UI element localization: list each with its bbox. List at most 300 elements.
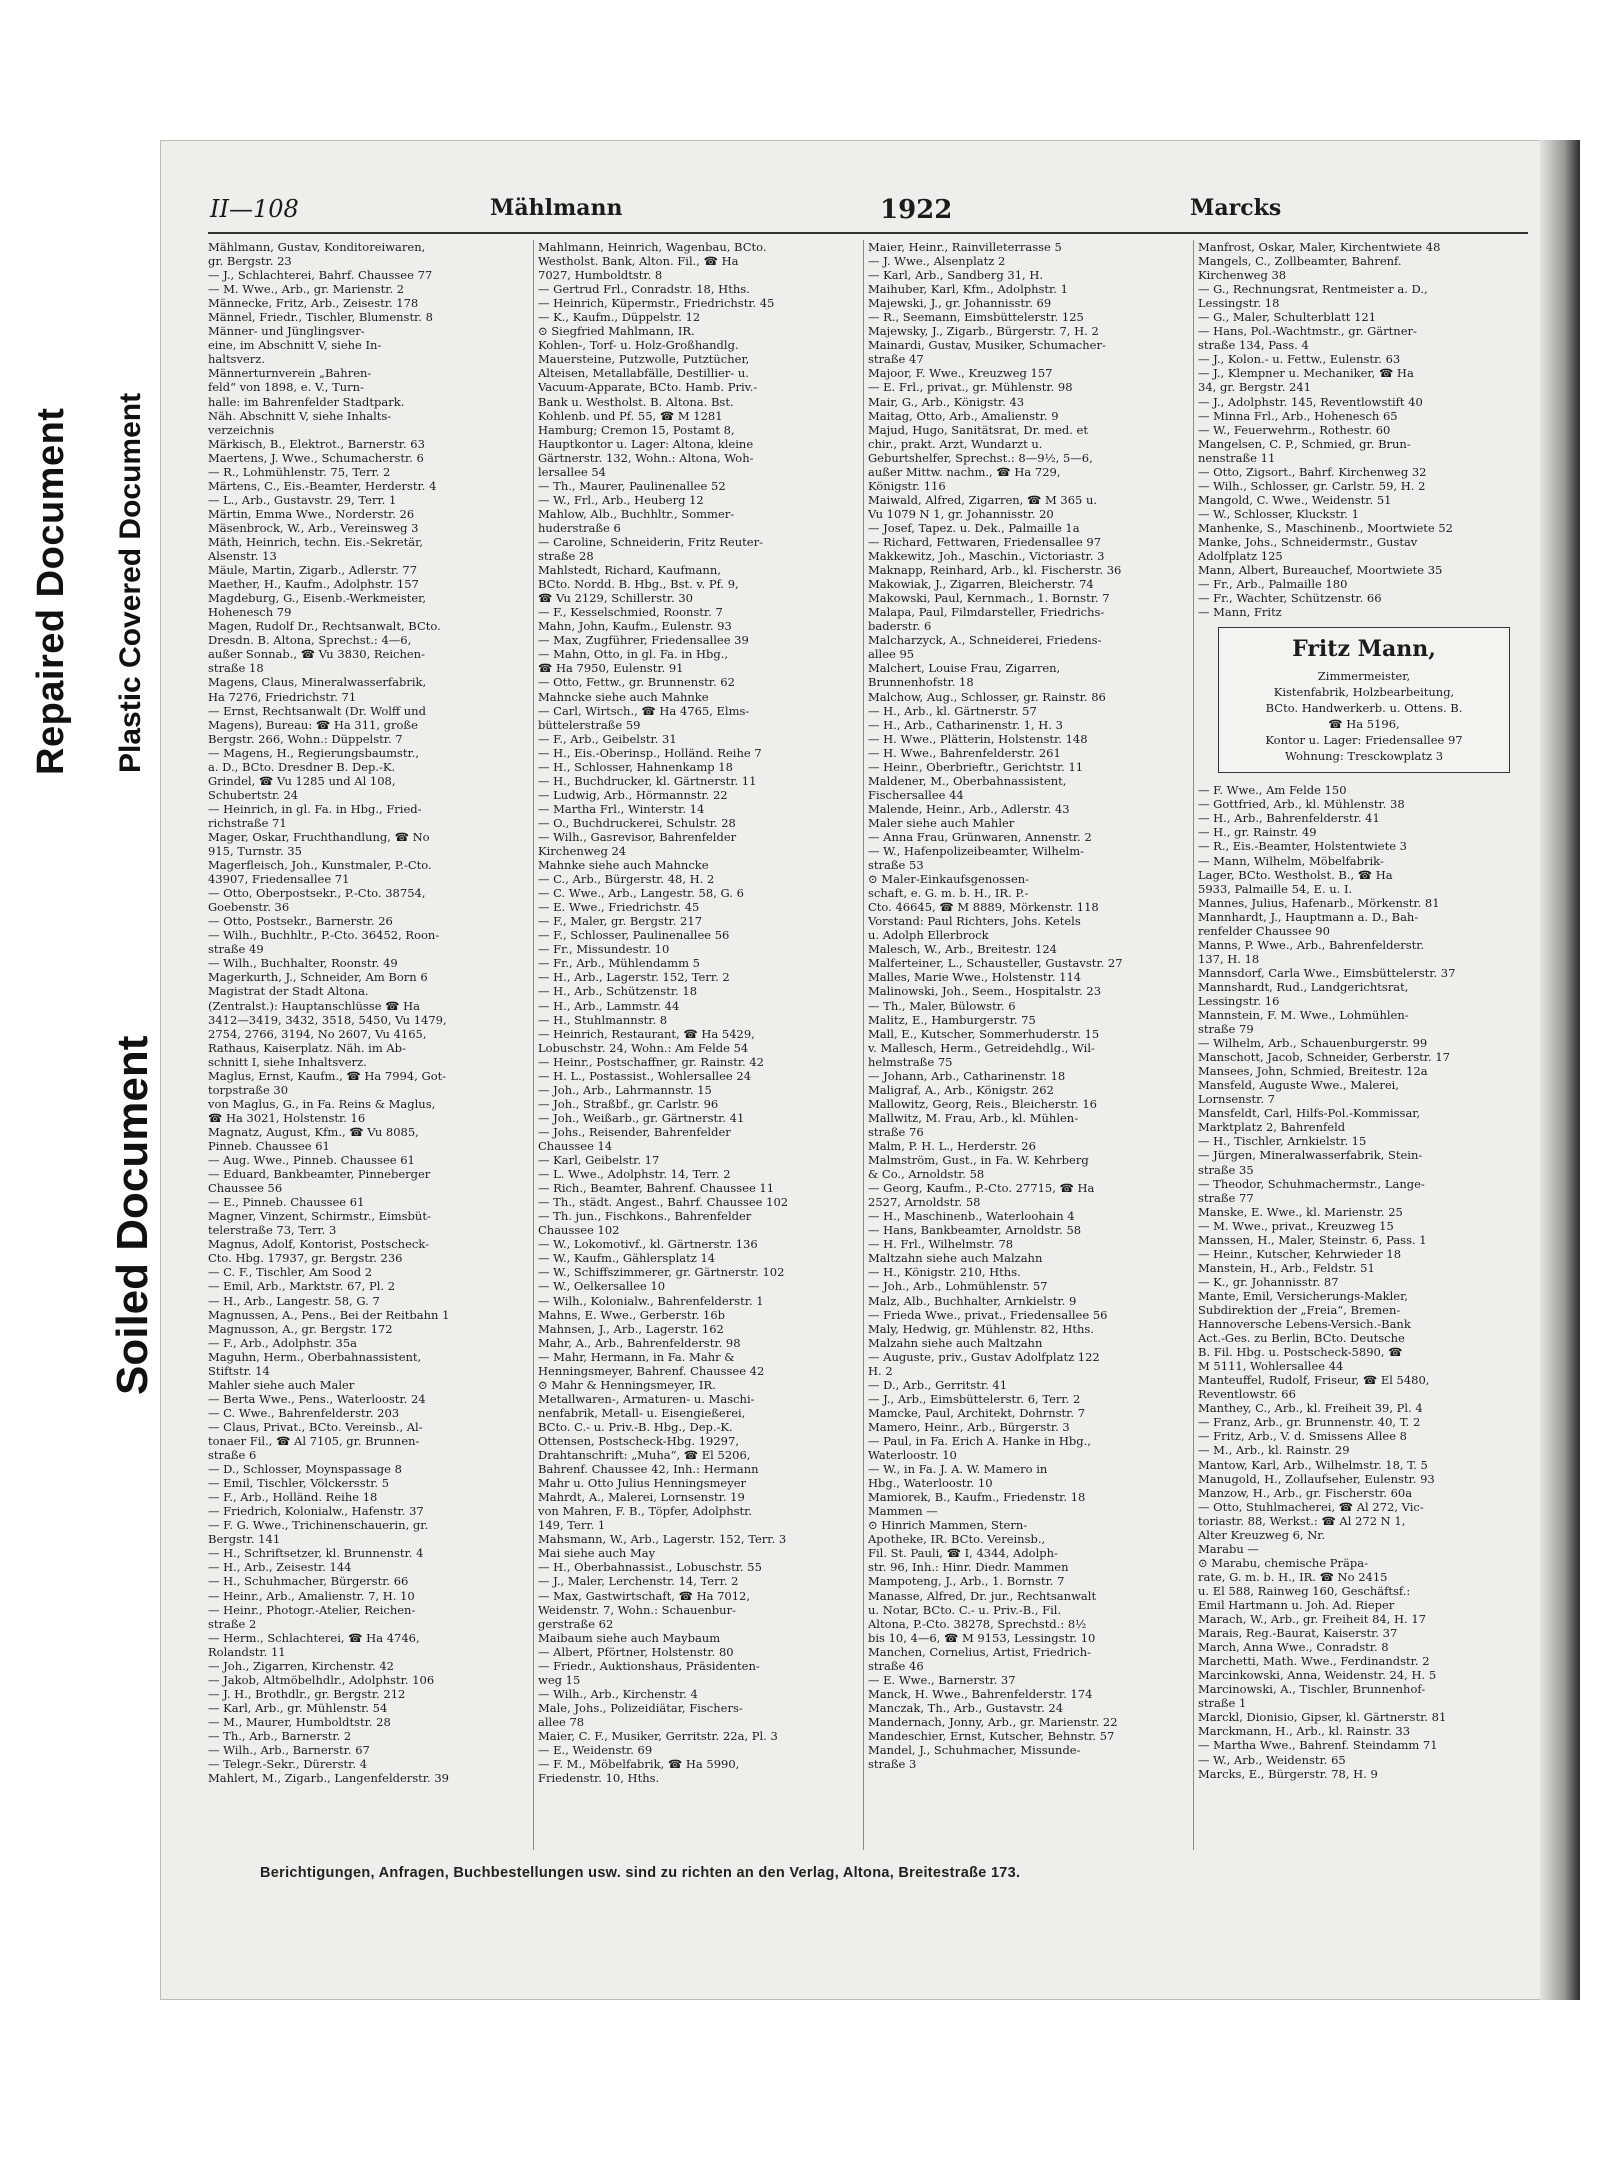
tab-soiled-document: Soiled Document	[108, 1035, 157, 1395]
directory-entry-line: Malm, P. H. L., Herderstr. 26	[868, 1139, 1036, 1153]
directory-entry-line: Mansfeld, Auguste Wwe., Malerei,	[1198, 1078, 1400, 1093]
directory-entry-line: (Zentralst.): Hauptanschlüsse ☎ Ha	[208, 998, 421, 1013]
directory-entry-line: halle: im Bahrenfelder Stadtpark.	[208, 394, 405, 409]
directory-entry-line: Mannshardt, Rud., Landgerichtsrat,	[1198, 979, 1409, 994]
directory-entry-line: Reventlowstr. 66	[1198, 1387, 1296, 1402]
directory-entry-line: Malz, Alb., Buchhalter, Arnkielstr. 9	[868, 1293, 1077, 1308]
directory-entry-line: Lager, BCto. Westholst. B., ☎ Ha	[1198, 867, 1393, 882]
directory-entry-line: torpstraße 30	[208, 1082, 289, 1097]
directory-entry-line: B. Fil. Hbg. u. Postscheck-5890, ☎	[1198, 1345, 1403, 1360]
directory-entry-line: Magistrat der Stadt Altona.	[208, 984, 369, 999]
directory-entry-line: — W., Schiffszimmerer, gr. Gärtnerstr. 102	[538, 1265, 785, 1280]
ad-line: BCto. Handwerkerb. u. Ottens. B.	[1265, 701, 1463, 716]
header-last-name: Marcks	[1190, 195, 1282, 221]
directory-entry-line: — Max, Gastwirtschaft, ☎ Ha 7012,	[538, 1588, 751, 1603]
directory-entry-line: — Otto, Oberpostsekr., P.-Cto. 38754,	[208, 886, 426, 901]
directory-entry-line: Chaussee 14	[538, 1139, 613, 1153]
directory-entry-line: ⊙ Siegfried Mahlmann, IR.	[538, 324, 695, 339]
directory-entry-line: schnitt I, siehe Inhaltsverz.	[208, 1054, 367, 1069]
directory-entry-line: — Berta Wwe., Pens., Waterloostr. 24	[208, 1391, 426, 1406]
directory-entry-line: Hauptkontor u. Lager: Altona, kleine	[538, 436, 754, 451]
directory-entry-line: Marchetti, Math. Wwe., Ferdinandstr. 2	[1198, 1654, 1430, 1669]
directory-entry-line: Mahnsen, J., Arb., Lagerstr. 162	[538, 1321, 724, 1336]
directory-entry-line: — Heinr., Photogr.-Atelier, Reichen-	[208, 1602, 416, 1617]
directory-entry-line: Mann, Albert, Bureauchef, Moortwiete 35	[1198, 563, 1443, 578]
directory-entry-line: — Albert, Pförtner, Holstenstr. 80	[538, 1644, 734, 1659]
directory-entry-line: straße 76	[868, 1124, 924, 1139]
directory-entry-line: — H., gr. Rainstr. 49	[1198, 825, 1317, 840]
directory-entry-line: — H., Tischler, Arnkielstr. 15	[1198, 1134, 1367, 1149]
directory-entry-line: — E., Pinneb. Chaussee 61	[208, 1195, 365, 1210]
ad-line: Kontor u. Lager: Friedensallee 97	[1265, 733, 1463, 748]
directory-entry-line: Lessingstr. 18	[1198, 296, 1280, 311]
directory-entry-line: — Theodor, Schuhmachermstr., Lange-	[1198, 1176, 1425, 1191]
directory-entry-line: Ottensen, Postscheck-Hbg. 19297,	[538, 1433, 739, 1448]
directory-entry-line: straße 46	[868, 1658, 924, 1673]
directory-entry-line: Manke, Johs., Schneidermstr., Gustav	[1198, 534, 1418, 549]
directory-entry-line: Friedenstr. 10, Hths.	[538, 1771, 660, 1786]
directory-entry-line: Manasse, Alfred, Dr. jur., Rechtsanwalt	[868, 1588, 1097, 1603]
directory-entry-line: Henningsmeyer, Bahrenf. Chaussee 42	[538, 1363, 765, 1378]
directory-entry-line: Mahn, John, Kaufm., Eulenstr. 93	[538, 619, 732, 634]
directory-entry-line: nenfabrik, Metall- u. Eisengießerei,	[538, 1405, 746, 1420]
directory-entry-line: Chaussee 102	[538, 1223, 620, 1238]
directory-entry-line: Manczak, Th., Arb., Gustavstr. 24	[868, 1700, 1064, 1715]
directory-entry-line: — F. G. Wwe., Trichinenschauerin, gr.	[208, 1518, 429, 1533]
directory-column-3	[868, 240, 1186, 1850]
directory-entry-line: Magner, Vinzent, Schirmstr., Eimsbüt-	[208, 1209, 431, 1224]
directory-entry-line: — M. Wwe., privat., Kreuzweg 15	[1198, 1218, 1394, 1233]
directory-entry-line: — F., Arb., Holländ. Reihe 18	[208, 1490, 378, 1505]
directory-entry-line: — Fr., Arb., Palmaille 180	[1198, 577, 1348, 592]
directory-entry-line: Marcinowski, A., Tischler, Brunnenhof-	[1198, 1682, 1426, 1697]
directory-entry-line: Näh. Abschnitt V, siehe Inhalts-	[208, 408, 392, 423]
directory-entry-line: ☎ Ha 3021, Holstenstr. 16	[208, 1110, 366, 1125]
directory-entry-line: — R., Lohmühlenstr. 75, Terr. 2	[208, 464, 391, 479]
directory-entry-line: — Wilh., Buchhalter, Roonstr. 49	[208, 956, 398, 971]
directory-entry-line: Mair, G., Arb., Königstr. 43	[868, 394, 1025, 409]
directory-entry-line: — Heinr., Kutscher, Kehrwieder 18	[1198, 1246, 1402, 1261]
directory-entry-line: — Hans, Pol.-Wachtmstr., gr. Gärtner-	[1198, 324, 1417, 339]
directory-entry-line: — H., Arb., Schützenstr. 18	[538, 984, 698, 999]
ad-line: Zimmermeister,	[1317, 669, 1411, 684]
directory-entry-line: Mählmann, Gustav, Konditoreiwaren,	[208, 240, 426, 254]
directory-entry-line: Malles, Marie Wwe., Holstenstr. 114	[868, 970, 1082, 985]
directory-entry-line: — W., Oelkersallee 10	[538, 1279, 666, 1294]
directory-entry-line: Majoor, F. Wwe., Kreuzweg 157	[868, 366, 1053, 381]
directory-entry-line: Mannes, Julius, Hafenarb., Mörkenstr. 81	[1198, 895, 1440, 910]
directory-entry-line: Mannhardt, J., Hauptmann a. D., Bah-	[1198, 909, 1419, 924]
directory-entry-line: — Gottfried, Arb., kl. Mühlenstr. 38	[1198, 797, 1405, 812]
directory-entry-line: Geburtshelfer, Sprechst.: 8—9½, 5—6,	[868, 450, 1093, 465]
directory-entry-line: bis 10, 4—6, ☎ M 9153, Lessingstr. 10	[868, 1630, 1096, 1645]
directory-entry-line: richstraße 71	[208, 815, 287, 830]
directory-entry-line: 149, Terr. 1	[538, 1518, 606, 1533]
directory-entry-line: gerstraße 62	[538, 1616, 614, 1631]
directory-entry-line: Mahrdt, A., Malerei, Lornsenstr. 19	[538, 1490, 745, 1505]
ad-line: ☎ Ha 5196,	[1328, 717, 1400, 732]
directory-entry-line: Maitag, Otto, Arb., Amalienstr. 9	[868, 408, 1059, 423]
directory-entry-line: Westholst. Bank, Alton. Fil., ☎ Ha	[538, 254, 739, 269]
directory-entry-line: — J. Wwe., Alsenplatz 2	[868, 254, 1006, 269]
directory-entry-line: Rolandstr. 11	[208, 1644, 286, 1659]
directory-entry-line: BCto. C.- u. Priv.-B. Hbg., Dep.-K.	[538, 1419, 733, 1434]
directory-entry-line: — Ludwig, Arb., Hörmannstr. 22	[538, 787, 728, 802]
directory-entry-line: Chaussee 56	[208, 1181, 283, 1196]
directory-entry-line: Mahr, A., Arb., Bahrenfelderstr. 98	[538, 1335, 741, 1350]
directory-entry-line: — H., Schriftsetzer, kl. Brunnenstr. 4	[208, 1546, 424, 1561]
directory-entry-line: March, Anna Wwe., Conradstr. 8	[1198, 1640, 1389, 1655]
directory-entry-line: — W., Frl., Arb., Heuberg 12	[538, 492, 704, 507]
directory-entry-line: Makowski, Paul, Kernmach., 1. Bornstr. 7	[868, 591, 1110, 606]
directory-entry-line: 2527, Arnoldstr. 58	[868, 1195, 981, 1210]
directory-entry-line: — Herm., Schlachterei, ☎ Ha 4746,	[208, 1630, 420, 1645]
directory-entry-line: & Co., Arnoldstr. 58	[868, 1167, 985, 1182]
directory-entry-line: Makowiak, J., Zigarren, Bleicherstr. 74	[868, 577, 1094, 592]
directory-entry-line: — Th. jun., Fischkons., Bahrenfelder	[538, 1209, 752, 1224]
directory-entry-line: Bank u. Westholst. B. Altona. Bst.	[538, 394, 734, 409]
directory-entry-line: — Wilh., Gasrevisor, Bahrenfelder	[538, 829, 737, 844]
directory-entry-line: Magnatz, August, Kfm., ☎ Vu 8085,	[208, 1124, 419, 1139]
directory-entry-line: — W., Hafenpolizeibeamter, Wilhelm-	[868, 844, 1085, 859]
directory-entry-line: Rathaus, Kaiserplatz. Näh. im Ab-	[208, 1040, 406, 1055]
directory-entry-line: — H., Stuhlmannstr. 8	[538, 1012, 668, 1027]
directory-entry-line: — Wilh., Schlosser, gr. Carlstr. 59, H. 2	[1198, 478, 1426, 493]
directory-entry-line: feld“ von 1898, e. V., Turn-	[208, 380, 364, 395]
directory-entry-line: Mandernach, Jonny, Arb., gr. Marienstr. 22	[868, 1714, 1118, 1729]
directory-entry-line: — D., Schlosser, Moynspassage 8	[208, 1462, 402, 1477]
directory-entry-line: — W., Schlosser, Kluckstr. 1	[1198, 506, 1359, 521]
directory-entry-line: — H. L., Postassist., Wohlersallee 24	[538, 1068, 752, 1083]
directory-entry-line: v. Mallesch, Herm., Getreidehdlg., Wil-	[868, 1040, 1095, 1055]
directory-entry-line: Marach, W., Arb., gr. Freiheit 84, H. 17	[1198, 1612, 1427, 1627]
directory-entry-line: a. D., BCto. Dresdner B. Dep.-K.	[208, 759, 396, 774]
directory-entry-line: Pinneb. Chaussee 61	[208, 1139, 330, 1153]
directory-entry-line: Mager, Oskar, Fruchthandlung, ☎ No	[208, 829, 430, 844]
directory-entry-line: verzeichnis	[208, 422, 275, 437]
directory-entry-line: — W., in Fa. J. A. W. Mamero in	[868, 1462, 1048, 1477]
directory-entry-line: straße 49	[208, 942, 264, 957]
directory-entry-line: Mandel, J., Schuhmacher, Missunde-	[868, 1743, 1081, 1758]
directory-entry-line: Maier, Heinr., Rainvilleterrasse 5	[868, 240, 1062, 254]
directory-entry-line: — L. Wwe., Adolphstr. 14, Terr. 2	[538, 1167, 731, 1182]
directory-entry-line: straße 35	[1198, 1162, 1254, 1177]
directory-entry-line: — Mann, Wilhelm, Möbelfabrik-	[1198, 853, 1384, 868]
directory-column-2	[538, 240, 856, 1850]
directory-entry-line: Lessingstr. 16	[1198, 993, 1280, 1008]
directory-entry-line: — Heinrich, Restaurant, ☎ Ha 5429,	[538, 1026, 755, 1041]
directory-entry-line: Manfrost, Oskar, Maler, Kirchentwiete 48	[1198, 240, 1441, 254]
directory-entry-line: — H., Schlosser, Hahnenkamp 18	[538, 759, 733, 774]
directory-entry-line: Manugold, H., Zollaufseher, Eulenstr. 93	[1198, 1471, 1435, 1486]
directory-entry-line: — Emil, Tischler, Völckersstr. 5	[208, 1476, 390, 1491]
directory-entry-line: — Heinr., Oberbrieftr., Gerichtstr. 11	[868, 759, 1084, 774]
directory-entry-line: Hamburg; Cremon 15, Postamt 8,	[538, 422, 735, 437]
publisher-footer: Berichtigungen, Anfragen, Buchbestellungen usw. sind zu richten an den Verlag, Altona, Breitestraße 173.	[260, 1865, 1021, 1881]
directory-entry-line: — Ernst, Rechtsanwalt (Dr. Wolff und	[208, 703, 426, 718]
directory-entry-line: — H., Königstr. 210, Hths.	[868, 1265, 1021, 1280]
directory-entry-line: allee 95	[868, 647, 915, 662]
directory-entry-line: — Minna Frl., Arb., Hohenesch 65	[1198, 408, 1398, 423]
directory-entry-line: Maldener, M., Oberbahnassistent,	[868, 773, 1067, 788]
directory-entry-line: — H., Buchdrucker, kl. Gärtnerstr. 11	[538, 773, 757, 788]
condition-tabs	[30, 235, 160, 1405]
directory-entry-line: Malesch, W., Arb., Breitestr. 124	[868, 942, 1057, 957]
directory-entry-line: Mahr u. Otto Julius Henningsmeyer	[538, 1476, 746, 1491]
directory-entry-line: — Mann, Fritz	[1198, 605, 1282, 620]
directory-entry-line: Maly, Hedwig, gr. Mühlenstr. 82, Hths.	[868, 1321, 1094, 1336]
directory-entry-line: nenstraße 11	[1198, 450, 1276, 465]
directory-entry-line: Manthey, C., Arb., kl. Freiheit 39, Pl. 4	[1198, 1401, 1423, 1416]
directory-entry-line: Emil Hartmann u. Joh. Ad. Rieper	[1198, 1597, 1395, 1612]
directory-entry-line: 137, H. 18	[1198, 951, 1260, 966]
directory-entry-line: — Jakob, Altmöbelhdlr., Adolphstr. 106	[208, 1672, 435, 1687]
directory-entry-line: Fischersallee 44	[868, 787, 964, 802]
directory-entry-line: — G., Rechnungsrat, Rentmeister a. D.,	[1198, 282, 1428, 297]
directory-entry-line: — Otto, Zigsort., Bahrf. Kirchenweg 32	[1198, 464, 1427, 479]
directory-entry-line: — H., Eis.-Oberinsp., Holländ. Reihe 7	[538, 745, 762, 760]
directory-entry-line: — Carl, Wirtsch., ☎ Ha 4765, Elms-	[538, 703, 750, 718]
directory-entry-line: Hannoversche Lebens-Versich.-Bank	[1198, 1317, 1411, 1332]
directory-entry-line: — Fr., Missundestr. 10	[538, 942, 670, 957]
directory-entry-line: — C. Wwe., Bahrenfelderstr. 203	[208, 1405, 400, 1420]
directory-entry-line: Malzahn siehe auch Maltzahn	[868, 1335, 1043, 1350]
directory-entry-line: Lobuschstr. 24, Wohn.: Am Felde 54	[538, 1040, 749, 1055]
directory-entry-line: Manstein, H., Arb., Feldstr. 51	[1198, 1260, 1375, 1275]
directory-entry-line: Mamiorek, B., Kaufm., Friedenstr. 18	[868, 1490, 1086, 1505]
directory-entry-line: Act.-Ges. zu Berlin, BCto. Deutsche	[1198, 1331, 1405, 1346]
directory-entry-line: haltsverz.	[208, 352, 265, 367]
directory-entry-line: — M., Arb., kl. Rainstr. 29	[1198, 1443, 1350, 1458]
directory-entry-line: straße 3	[868, 1757, 917, 1772]
directory-entry-line: — Wilh., Arb., Barnerstr. 67	[208, 1743, 370, 1758]
directory-entry-line: Manteuffel, Rudolf, Friseur, ☎ El 5480,	[1198, 1373, 1430, 1388]
directory-entry-line: Mahns, E. Wwe., Gerberstr. 16b	[538, 1307, 726, 1322]
directory-entry-line: Mahlstedt, Richard, Kaufmann,	[538, 563, 721, 578]
directory-entry-line: Manns, P. Wwe., Arb., Bahrenfelderstr.	[1198, 937, 1425, 952]
directory-entry-line: — W., Kaufm., Gählersplatz 14	[538, 1251, 716, 1266]
directory-entry-line: Mansfeldt, Carl, Hilfs-Pol.-Kommissar,	[1198, 1106, 1421, 1121]
directory-entry-line: — Heinrich, Küpermstr., Friedrichstr. 45	[538, 296, 775, 311]
directory-entry-line: straße 1	[1198, 1696, 1247, 1711]
directory-entry-line: Manske, E. Wwe., kl. Marienstr. 25	[1198, 1204, 1403, 1219]
directory-entry-line: rate, G. m. b. H., IR. ☎ No 2415	[1198, 1569, 1388, 1584]
tab-plastic-covered-document: Plastic Covered Document	[114, 392, 147, 773]
directory-entry-line: — F., Arb., Geibelstr. 31	[538, 731, 677, 746]
directory-entry-line: — Anna Frau, Grünwaren, Annenstr. 2	[868, 829, 1092, 844]
directory-entry-line: Drahtanschrift: „Muha“, ☎ El 5206,	[538, 1448, 751, 1463]
directory-entry-line: — D., Arb., Gerritstr. 41	[868, 1377, 1008, 1392]
directory-entry-line: Maguhn, Herm., Oberbahnassistent,	[208, 1349, 422, 1364]
directory-entry-line: — Wilhelm, Arb., Schauenburgerstr. 99	[1198, 1036, 1428, 1051]
directory-entry-line: — J., Maler, Lerchenstr. 14, Terr. 2	[538, 1574, 739, 1589]
directory-entry-line: 7027, Humboldtstr. 8	[538, 268, 663, 283]
directory-entry-line: Mamero, Heinr., Arb., Bürgerstr. 3	[868, 1419, 1070, 1434]
directory-entry-line: — H., Arb., Langestr. 58, G. 7	[208, 1293, 380, 1308]
directory-entry-line: Cto. 46645, ☎ M 8889, Mörkenstr. 118	[868, 900, 1099, 915]
directory-entry-line: Vu 1079 N 1, gr. Johannisstr. 20	[868, 506, 1054, 521]
directory-entry-line: Fil. St. Pauli, ☎ I, 4344, Adolph-	[868, 1546, 1058, 1561]
directory-entry-line: Mahncke siehe auch Mahnke	[538, 689, 709, 704]
directory-entry-line: Magen, Rudolf Dr., Rechtsanwalt, BCto.	[208, 619, 441, 634]
directory-entry-line: Mammen —	[868, 1504, 938, 1519]
directory-entry-line: Mall, E., Kutscher, Sommerhuderstr. 15	[868, 1026, 1100, 1041]
directory-entry-line: — Gertrud Frl., Conradstr. 18, Hths.	[538, 282, 750, 297]
directory-entry-line: — Emil, Arb., Marktstr. 67, Pl. 2	[208, 1279, 396, 1294]
directory-entry-line: Bergstr. 141	[208, 1532, 281, 1547]
directory-entry-line: — W., Feuerwehrm., Rothestr. 60	[1198, 422, 1391, 437]
directory-entry-line: — H., Arb., Zeisestr. 144	[208, 1560, 352, 1575]
directory-entry-line: straße 53	[868, 858, 924, 873]
directory-entry-line: — J., Schlachterei, Bahrf. Chaussee 77	[208, 268, 433, 283]
directory-entry-line: Manssen, H., Maler, Steinstr. 6, Pass. 1	[1198, 1232, 1427, 1247]
directory-entry-line: — H., Maschinenb., Waterloohain 4	[868, 1209, 1075, 1224]
directory-entry-line: — Otto, Postsekr., Barnerstr. 26	[208, 914, 393, 929]
directory-entry-line: — K., Kaufm., Düppelstr. 12	[538, 310, 701, 325]
directory-entry-line: — F., Maler, gr. Bergstr. 217	[538, 914, 703, 929]
directory-entry-line: Mallwitz, M. Frau, Arb., kl. Mühlen-	[868, 1110, 1079, 1125]
directory-entry-line: — Karl, Geibelstr. 17	[538, 1153, 660, 1168]
directory-entry-line: — Mahr, Hermann, in Fa. Mahr &	[538, 1349, 735, 1364]
directory-entry-line: — Aug. Wwe., Pinneb. Chaussee 61	[208, 1153, 415, 1168]
directory-entry-line: — Franz, Arb., gr. Brunnenstr. 40, T. 2	[1198, 1415, 1421, 1430]
directory-entry-line: 34, gr. Bergstr. 241	[1198, 380, 1311, 395]
directory-entry-line: ⊙ Marabu, chemische Präpa-	[1198, 1555, 1368, 1570]
directory-entry-line: Malende, Heinr., Arb., Adlerstr. 43	[868, 801, 1070, 816]
directory-entry-line: — F., Kesselschmied, Roonstr. 7	[538, 605, 723, 620]
directory-entry-line: von Maglus, G., in Fa. Reins & Maglus,	[208, 1096, 436, 1111]
directory-entry-line: — Richard, Fettwaren, Friedensallee 97	[868, 534, 1102, 549]
directory-entry-line: tonaer Fil., ☎ Al 7105, gr. Brunnen-	[208, 1433, 420, 1448]
directory-entry-line: straße 79	[1198, 1022, 1254, 1037]
directory-entry-line: — W., Lokomotivf., kl. Gärtnerstr. 136	[538, 1237, 758, 1252]
directory-entry-line: — Joh., Arb., Lohmühlenstr. 57	[868, 1279, 1048, 1294]
directory-entry-line: — Th., Arb., Barnerstr. 2	[208, 1728, 352, 1743]
directory-entry-line: Maglus, Ernst, Kaufm., ☎ Ha 7994, Got-	[208, 1068, 447, 1083]
directory-entry-line: u. Notar, BCto. C.- u. Priv.-B., Fil.	[868, 1602, 1062, 1617]
directory-entry-line: Mahlmann, Heinrich, Wagenbau, BCto.	[538, 240, 767, 254]
directory-entry-line: Hbg., Waterloostr. 10	[868, 1476, 993, 1491]
directory-entry-line: — H., Schuhmacher, Bürgerstr. 66	[208, 1574, 409, 1589]
directory-entry-line: 43907, Friedensallee 71	[208, 872, 350, 887]
directory-entry-line: straße 6	[208, 1448, 257, 1463]
directory-entry-line: helmstraße 75	[868, 1054, 953, 1069]
directory-entry-line: — Joh., Zigarren, Kirchenstr. 42	[208, 1658, 394, 1673]
directory-entry-line: Alsenstr. 13	[208, 549, 277, 564]
directory-entry-line: Maier, C. F., Musiker, Gerritstr. 22a, Pl. 3	[538, 1728, 778, 1743]
directory-entry-line: ⊙ Hinrich Mammen, Stern-	[868, 1518, 1028, 1533]
tab-repaired-document: Repaired Document	[30, 407, 72, 775]
ad-title: Fritz Mann,	[1292, 636, 1436, 663]
directory-entry-line: Maihuber, Karl, Kfm., Adolphstr. 1	[868, 282, 1068, 297]
directory-entry-line: Lornsenstr. 7	[1198, 1092, 1275, 1107]
directory-entry-line: — Joh., Arb., Lahrmannstr. 15	[538, 1082, 712, 1097]
directory-entry-line: Magnussen, A., Pens., Bei der Reitbahn 1	[208, 1307, 450, 1322]
directory-entry-line: Männer- und Jünglingsver-	[208, 324, 365, 339]
directory-entry-line: — F. Wwe., Am Felde 150	[1198, 783, 1347, 798]
directory-entry-line: Marcinkowski, Anna, Weidenstr. 24, H. 5	[1198, 1668, 1437, 1683]
directory-entry-line: BCto. Nordd. B. Hbg., Bst. v. Pf. 9,	[538, 577, 739, 592]
directory-entry-line: — Mahn, Otto, in gl. Fa. in Hbg.,	[538, 647, 729, 662]
directory-entry-line: Brunnenhofstr. 18	[868, 675, 974, 690]
directory-entry-line: — Georg, Kaufm., P.-Cto. 27715, ☎ Ha	[868, 1181, 1095, 1196]
directory-entry-line: — Martha Wwe., Bahrenf. Steindamm 71	[1198, 1738, 1438, 1753]
directory-entry-line: straße 18	[208, 661, 264, 676]
directory-entry-line: Mäule, Martin, Zigarb., Adlerstr. 77	[208, 563, 418, 578]
directory-entry-line: 2754, 2766, 3194, No 2607, Vu 4165,	[208, 1026, 427, 1041]
directory-entry-line: Vorstand: Paul Richters, Johs. Ketels	[868, 914, 1081, 929]
directory-entry-line: Apotheke, IR. BCto. Vereinsb.,	[868, 1532, 1046, 1547]
directory-entry-line: Marckmann, H., Arb., kl. Rainstr. 33	[1198, 1724, 1411, 1739]
directory-entry-line: — Wilh., Buchhltr., P.-Cto. 36452, Roon-	[208, 928, 440, 943]
directory-entry-line: lersallee 54	[538, 464, 606, 479]
directory-entry-line: Mahler siehe auch Maler	[208, 1377, 355, 1392]
directory-entry-line: — J., Arb., Eimsbüttelerstr. 6, Terr. 2	[868, 1391, 1081, 1406]
directory-entry-line: Königstr. 116	[868, 478, 946, 493]
directory-entry-line: — C., Arb., Bürgerstr. 48, H. 2	[538, 872, 715, 887]
directory-entry-line: — H., Oberbahnassist., Lobuschstr. 55	[538, 1560, 762, 1575]
directory-entry-line: — Johs., Reisender, Bahrenfelder	[538, 1124, 731, 1139]
directory-entry-line: — Eduard, Bankbeamter, Pinneberger	[208, 1167, 431, 1182]
directory-entry-line: allee 78	[538, 1714, 585, 1729]
directory-entry-line: Mahsmann, W., Arb., Lagerstr. 152, Terr. 3	[538, 1532, 787, 1547]
directory-entry-line: — J., Adolphstr. 145, Reventlowstift 40	[1198, 394, 1423, 409]
directory-entry-line: — C. F., Tischler, Am Sood 2	[208, 1265, 373, 1280]
directory-entry-line: Waterloostr. 10	[868, 1448, 957, 1463]
directory-entry-line: Mäth, Heinrich, techn. Eis.-Sekretär,	[208, 534, 424, 549]
directory-entry-line: Hohenesch 79	[208, 605, 292, 620]
directory-entry-line: — Heinr., Postschaffner, gr. Rainstr. 42	[538, 1054, 764, 1069]
directory-entry-line: ⊙ Maler-Einkaufsgenossen-	[868, 872, 1030, 887]
page-header	[210, 195, 1510, 235]
page-number: II—108	[210, 195, 299, 223]
directory-entry-line: — R., Eis.-Beamter, Holstentwiete 3	[1198, 839, 1407, 854]
directory-entry-line: straße 134, Pass. 4	[1198, 338, 1309, 353]
directory-entry-line: — Joh., Weißarb., gr. Gärtnerstr. 41	[538, 1110, 745, 1125]
directory-entry-line: renfelder Chaussee 90	[1198, 923, 1330, 938]
header-year: 1922	[880, 195, 953, 225]
directory-entry-line: straße 47	[868, 352, 924, 367]
directory-entry-line: Magdeburg, G., Eisenb.-Werkmeister,	[208, 591, 427, 606]
directory-entry-line: — F., Schlosser, Paulinenallee 56	[538, 928, 730, 943]
directory-entry-line: Mahnke siehe auch Mahncke	[538, 858, 709, 873]
directory-entry-line: — H. Frl., Wilhelmstr. 78	[868, 1237, 1014, 1252]
directory-entry-line: — Fr., Arb., Mühlendamm 5	[538, 956, 700, 971]
directory-entry-line: Manhenke, S., Maschinenb., Moortwiete 52	[1198, 520, 1453, 535]
directory-entry-line: — Joh., Straßbf., gr. Carlstr. 96	[538, 1096, 719, 1111]
directory-entry-line: — G., Maler, Schulterblatt 121	[1198, 310, 1377, 325]
directory-entry-line: 3412—3419, 3432, 3518, 5450, Vu 1479,	[208, 1012, 447, 1027]
directory-entry-line: — E. Wwe., Friedrichstr. 45	[538, 900, 700, 915]
ad-line: Wohnung: Tresckowplatz 3	[1284, 749, 1444, 764]
directory-entry-line: straße 77	[1198, 1190, 1254, 1205]
directory-entry-line: Magerfleisch, Joh., Kunstmaler, P.-Cto.	[208, 858, 432, 873]
directory-entry-line: — F., Arb., Adolphstr. 35a	[208, 1335, 358, 1350]
directory-entry-line: Weidenstr. 7, Wohn.: Schauenbur-	[538, 1602, 736, 1617]
directory-entry-line: Malcharzyck, A., Schneiderei, Friedens-	[868, 633, 1102, 648]
directory-entry-line: Dresdn. B. Altona, Sprechst.: 4—6,	[208, 633, 412, 648]
directory-entry-line: Majewski, J., gr. Johannisstr. 69	[868, 296, 1052, 311]
directory-entry-line: toriastr. 88, Werkst.: ☎ Al 272 N 1,	[1198, 1513, 1406, 1528]
directory-entry-line: Magnusson, A., gr. Bergstr. 172	[208, 1321, 393, 1336]
directory-entry-line: Mantow, Karl, Arb., Wilhelmstr. 18, T. 5	[1198, 1457, 1428, 1472]
directory-entry-line: — Paul, in Fa. Erich A. Hanke in Hbg.,	[868, 1433, 1091, 1448]
directory-entry-line: — H., Arb., Bahrenfelderstr. 41	[1198, 811, 1380, 826]
directory-entry-line: 915, Turnstr. 35	[208, 844, 302, 859]
directory-entry-line: von Mahren, F. B., Töpfer, Adolphstr.	[538, 1504, 753, 1519]
directory-entry-line: Metallwaren-, Armaturen- u. Maschi-	[538, 1391, 755, 1406]
directory-entry-line: Marabu —	[1198, 1541, 1259, 1556]
